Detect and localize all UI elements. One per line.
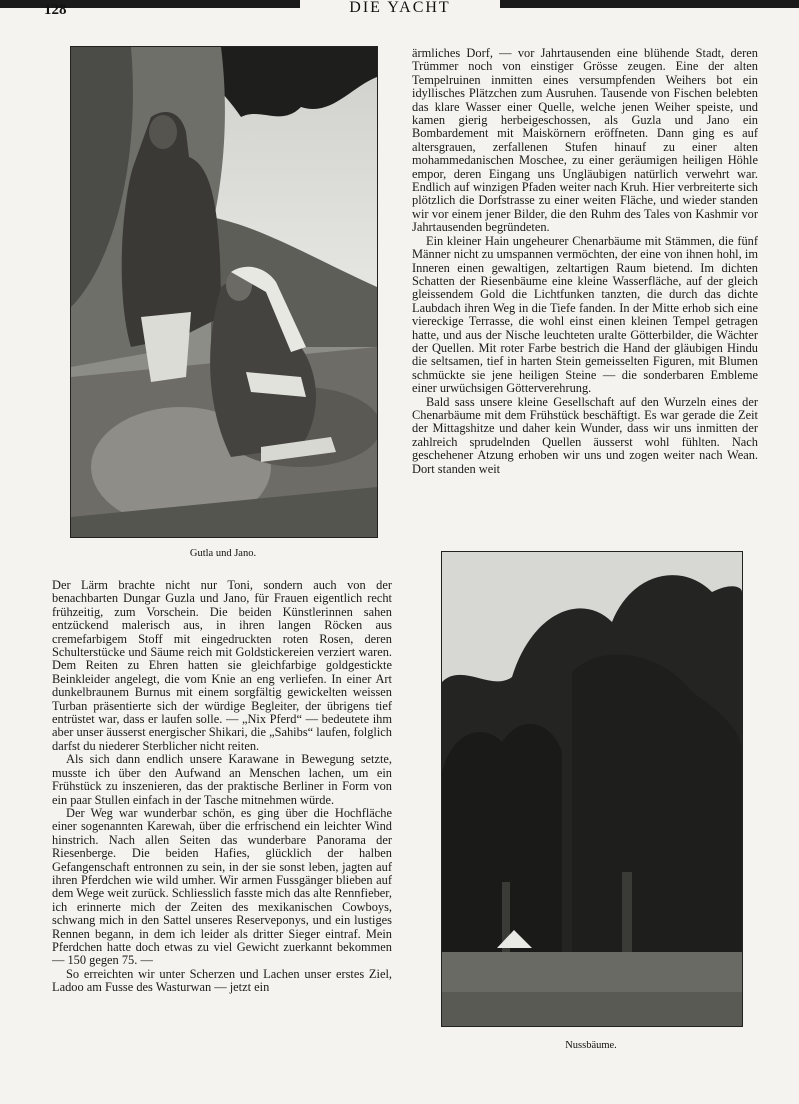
trees-caption: Nussbäume.	[565, 1040, 617, 1051]
trees-photo	[441, 551, 743, 1027]
paragraph: Ein kleiner Hain ungeheurer Chenarbäume mit Stämmen, die fünf Männer nicht zu umspannen vermöchten, der eine von ihnen hohl, im Inneren einen gewaltigen, zeltartigen Raum bietend. Im dichten Schatten der Riesenbäume eine kleine Wasserfläche, auf der gleich gleissendem Gold die Lichtfunken tanzten, die durch das dichte Laubdach ihren Weg in die Tiefe fanden. In der Mitte erhob sich eine viereckige Terrasse, die wohl einst einen kleinen Tempel getragen hatte, und aus der Nische leuchteten uralte Götterbilder, die Wächter der Quellen. Mit roter Farbe bestrich die Hand der gläubigen Hindu die seltsamen, tief in harten Stein gemeisselten Figuren, mit Blumen schmückte sie jene heiligen Steine — die sonderbaren Embleme einer urwüchsigen Götterverehrung.	[412, 233, 758, 396]
paragraph: Der Lärm brachte nicht nur Toni, sondern auch von der benachbarten Dungar Guzla und Jano, für Frauen eigentlich recht frühzeitig, zum Vorschein. Die beiden Künstlerinnen sahen entzückend malerisch aus, in ihren langen Röcken aus cremefarbigem Stoff mit eingedruckten roten Rosen, deren Schulterstücke und Säume reich mit Goldstickereien verziert waren. Dem Reiten zu Ehren hatten sie gleichfarbige goldgestickte Beinkleider angelegt, die vom Knie an eng verliefen. In einer Art dunkelbraunem Burnus mit einem sorgfältig gewickelten weissen Turban präsentierte sich der würdige Begleiter, der übrigens tief entrüstet war, dass er laufen solle. — „Nix Pferd“ — bedeutete ihm aber unser äusserst energischer Shikari, die „Sahibs“ laufen, folglich darfst du niederer Sterblicher nicht reiten.	[52, 578, 392, 753]
right-column-top	[412, 47, 758, 476]
paragraph: So erreichten wir unter Scherzen und Lachen unser erstes Ziel, Ladoo am Fusse des Wasturwan — jetzt ein	[52, 966, 392, 995]
paragraph: Als sich dann endlich unsere Karawane in Bewegung setzte, musste ich über den Aufwand an Menschen lachen, um ein Frühstück zu inszenieren, das der praktische Berliner in Form von ein paar Stullen einfach in der Tasche mitnehmen würde.	[52, 752, 392, 807]
paragraph: Bald sass unsere kleine Gesellschaft auf den Wurzeln eines der Chenarbäume mit dem Frühstück beschäftigt. Es war gerade die Zeit der Mittagshitze und daher kein Wunder, dass wir uns inmitten der zahlreich sprudelnden Quellen äusserst wohl fühlten. Nach geschehener Atzung erhoben wir uns und zogen weiter nach Wean. Dort standen weit	[412, 394, 758, 476]
portrait-caption: Gutla und Jano.	[189, 548, 257, 559]
paragraph: ärmliches Dorf, — vor Jahrtausenden eine blühende Stadt, deren Trümmer noch von einstiger Grösse zeugen. Eine der alten Tempelruinen inmitten eines versumpfenden Weihers bot ein idyllisches Plätzchen zum Ausruhen. Tausende von Fischen belebten das klare Wasser einer Quelle, welche jenen Weiher speiste, und kamen gierig herbeigeschossen, als Guzla und Jano ein Bombardement mit Maiskörnern eröffneten. Dann ging es auf altersgrauen, zerfallenen Stufen hinauf zu einer alten mohammedanischen Moschee, zu einer geräumigen heiligen Höhle empor, deren Eingang uns Ungläubigen natürlich verwehrt war. Endlich auf winzigen Pfaden weiter nach Kruh. Hier verbreiterte sich plötzlich die Dorfstrasse zu einer weiten Fläche, und wieder standen wir vor einem jener Bilder, die den Ruhm des Tales von Kashmir vor Jahrtausenden begründeten.	[412, 46, 758, 235]
running-title: DIE YACHT	[300, 0, 500, 16]
left-column-bottom	[52, 579, 392, 995]
page-number: 128	[44, 2, 67, 18]
portrait-photo	[70, 46, 378, 538]
paragraph: Der Weg war wunderbar schön, es ging über die Hochfläche einer sogenannten Karewah, über die erfrischend ein leichter Wind hinstrich. Nach allen Seiten das wunderbare Panorama der Riesenberge. Die beiden Hafies, glücklich der halben Gefangenschaft entronnen zu sein, in der sie sonst leben, jagten auf ihren Pferdchen wie wild umher. Wir armen Fussgänger blieben auf dem Wege weit zurück. Schliesslich fasste mich das alte Rennfieber, ich erinnerte mich der Zeiten des mexikanischen Cowboys, schwang mich in den Sattel unseres Reserveponys, und ein lustiges Rennen begann, in dem ich leider als dritter Sieger eintraf. Mein Pferdchen hatte doch etwas zu viel Gewicht zuerkannt bekommen — 150 gegen 75. —	[52, 805, 392, 968]
